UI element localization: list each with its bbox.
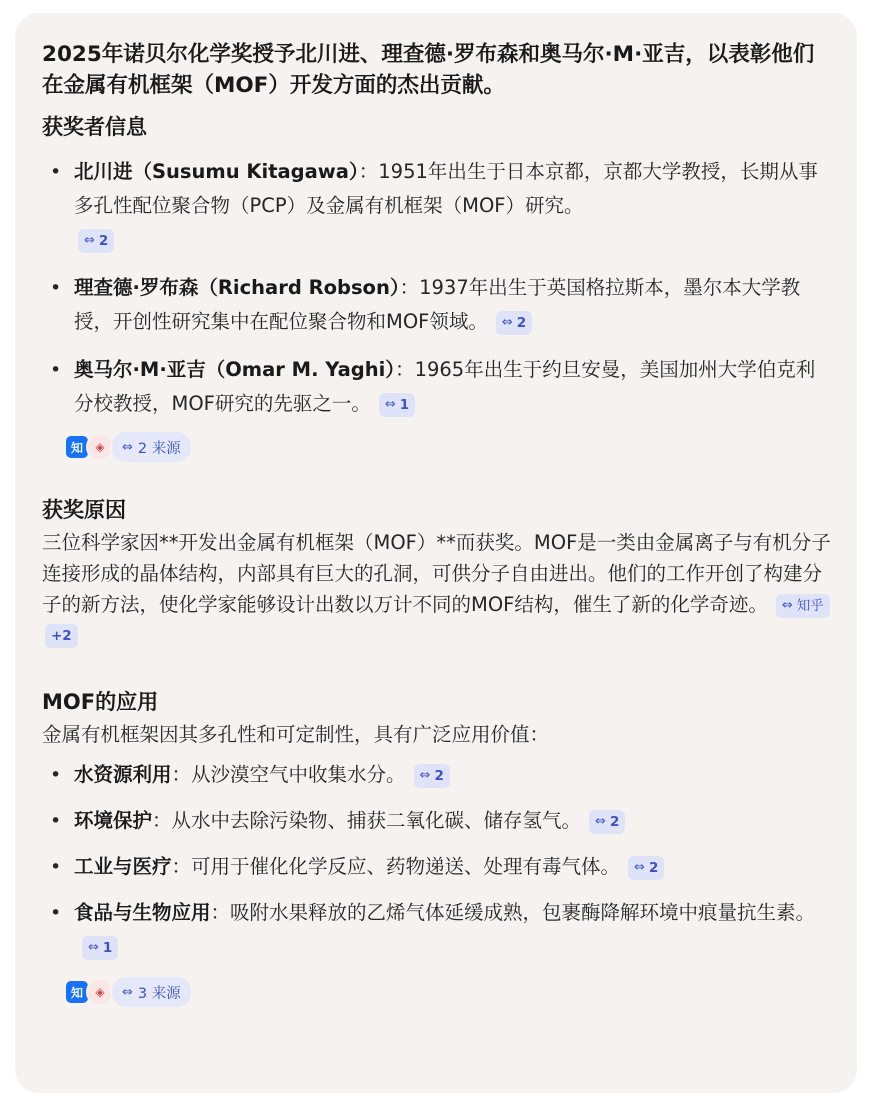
bullet-icon: • xyxy=(50,856,62,878)
citation-badge[interactable]: ⇔ 2 xyxy=(589,810,625,834)
reason-text: 三位科学家因**开发出金属有机框架（MOF）**而获奖。MOF是一类由金属离子与有机分子连接形成的晶体结构，内部具有巨大的孔洞，可供分子自由进出。他们的工作开创了构建分子的新方法，使化学家能够设计出数以万计不同的MOF结构，催生了新的化学奇迹。 ⇔ 知乎 +2 xyxy=(42,527,832,651)
sources-pill[interactable]: ⇔ 3 来源 xyxy=(110,975,193,1009)
citation-badge[interactable]: ⇔ 知乎 xyxy=(776,594,830,618)
link-icon: ⇔ xyxy=(781,598,793,613)
link-icon: ⇔ xyxy=(419,768,431,783)
list-item: • 环境保护：从水中去除污染物、捕获二氧化碳、储存氢气。 ⇔ 2 xyxy=(42,804,832,838)
bullet-icon: • xyxy=(50,161,62,183)
citation-badge[interactable]: ⇔ 2 xyxy=(628,856,664,880)
list-item: • 北川进（Susumu Kitagawa）：1951年出生于日本京都，京都大学教授，长期从事多孔性配位聚合物（PCP）及金属有机框架（MOF）研究。 ⇔ 2 xyxy=(42,155,832,257)
laureate-name: 奥马尔·M·亚吉（Omar M. Yaghi） xyxy=(74,358,396,381)
link-icon: ⇔ xyxy=(88,940,99,955)
zhihu-logo-icon: 知 xyxy=(64,979,90,1005)
headline: 2025年诺贝尔化学奖授予北川进、理查德·罗布森和奥马尔·M·亚吉，以表彰他们在金属有机框架（MOF）开发方面的杰出贡献。 xyxy=(42,42,815,98)
sources-pill[interactable]: ⇔ 2 来源 xyxy=(110,430,193,464)
laureates-heading: 获奖者信息 xyxy=(42,115,147,139)
laureate-text: 1965年出生于约旦安曼，美国加州大学伯克利分校教授，MOF研究的先驱之一。 xyxy=(74,358,816,415)
bullet-icon: • xyxy=(50,359,62,381)
citation-badge[interactable]: ⇔ 1 xyxy=(82,936,118,960)
sources-button[interactable] xyxy=(64,429,832,465)
link-icon: ⇔ xyxy=(122,439,133,455)
list-item: • 理查德·罗布森（Richard Robson）：1937年出生于英国格拉斯本，墨尔本大学教授，开创性研究集中在配位聚合物和MOF领域。 ⇔ 2 xyxy=(42,271,832,339)
applications-list xyxy=(42,758,832,964)
laureate-name: 北川进（Susumu Kitagawa） xyxy=(74,160,359,183)
link-icon: ⇔ xyxy=(634,860,645,875)
laureates-list xyxy=(42,155,832,421)
bullet-icon: • xyxy=(50,277,62,299)
zhihu-logo-icon: 知 xyxy=(64,434,90,460)
answer-content xyxy=(42,39,832,1010)
link-icon: ⇔ xyxy=(501,315,513,330)
bullet-icon: • xyxy=(50,902,62,924)
laureate-text: 1937年出生于英国格拉斯本，墨尔本大学教授，开创性研究集中在配位聚合物和MOF领域。 xyxy=(74,276,801,333)
citation-badge[interactable]: ⇔ 2 xyxy=(414,764,450,788)
reason-heading: 获奖原因 xyxy=(42,498,126,522)
citation-badge[interactable]: ⇔ 1 xyxy=(379,393,415,417)
laureate-name: 理查德·罗布森（Richard Robson） xyxy=(74,276,400,299)
citation-more-badge[interactable]: +2 xyxy=(45,624,78,648)
list-item: • 食品与生物应用：吸附水果释放的乙烯气体延缓成熟，包裹酶降解环境中痕量抗生素。 ⇔ 1 xyxy=(42,896,832,964)
list-item: • 水资源利用：从沙漠空气中收集水分。 ⇔ 2 xyxy=(42,758,832,792)
sources-button[interactable] xyxy=(64,974,832,1010)
link-icon: ⇔ xyxy=(384,397,396,412)
bullet-icon: • xyxy=(50,810,62,832)
bullet-icon: • xyxy=(50,764,62,786)
link-icon: ⇔ xyxy=(122,984,133,1000)
citation-badge[interactable]: ⇔ 2 xyxy=(78,229,114,253)
answer-card xyxy=(15,13,857,1093)
citation-badge[interactable]: ⇔ 2 xyxy=(496,311,532,335)
applications-intro: 金属有机框架因其多孔性和可定制性，具有广泛应用价值： xyxy=(42,723,550,746)
link-icon: ⇔ xyxy=(595,814,606,829)
list-item: • 奥马尔·M·亚吉（Omar M. Yaghi）：1965年出生于约旦安曼，美国加州大学伯克利分校教授，MOF研究的先驱之一。 ⇔ 1 xyxy=(42,353,832,421)
laureate-text: 1951年出生于日本京都，京都大学教授，长期从事多孔性配位聚合物（PCP）及金属有机框架（MOF）研究。 xyxy=(74,160,818,217)
source-logo-icon: ◈ xyxy=(86,433,114,461)
source-logo-icon: ◈ xyxy=(86,978,114,1006)
applications-heading: MOF的应用 xyxy=(42,690,159,714)
link-icon: ⇔ xyxy=(84,233,95,248)
list-item: • 工业与医疗：可用于催化化学反应、药物递送、处理有毒气体。 ⇔ 2 xyxy=(42,850,832,884)
